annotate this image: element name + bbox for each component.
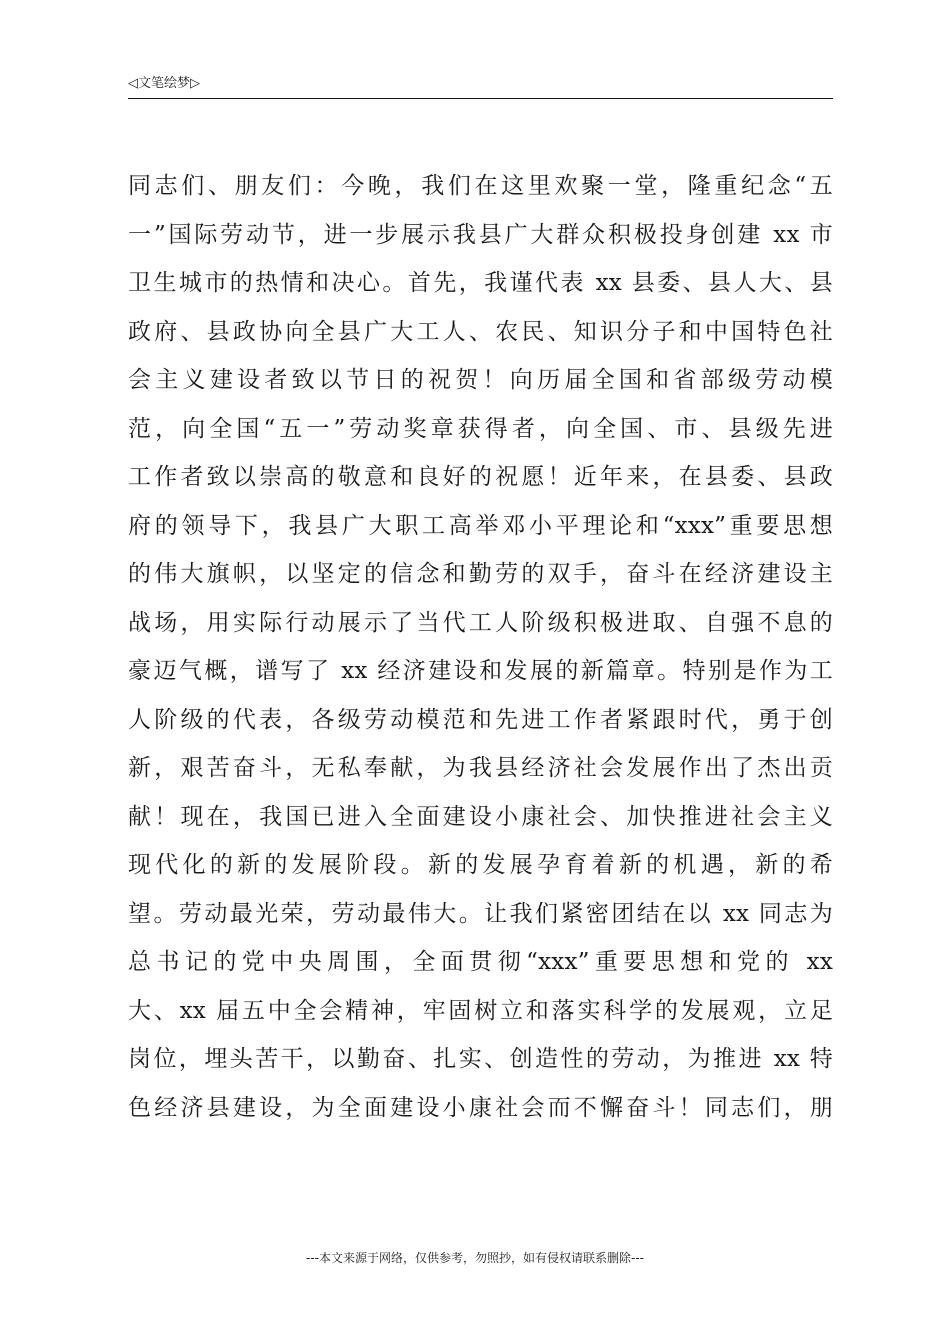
body-line: 总书记的党中央周围，全面贯彻“xxx”重要思想和党的 xx — [128, 949, 833, 975]
body-line: 工作者致以崇高的敬意和良好的祝愿！近年来，在县委、县政 — [128, 464, 833, 490]
body-line: 岗位，埋头苦干，以勤奋、扎实、创造性的劳动，为推进 xx 特 — [128, 1046, 833, 1072]
body-line: 现代化的新的发展阶段。新的发展孕育着新的机遇，新的希 — [128, 852, 833, 878]
body-line: 政府、县政协向全县广大工人、农民、知识分子和中国特色社 — [128, 318, 833, 345]
body-line: 一”国际劳动节，进一步展示我县广大群众积极投身创建 xx 市 — [128, 221, 833, 248]
body-line: 新，艰苦奋斗，无私奉献，为我县经济社会发展作出了杰出贡 — [128, 755, 833, 781]
body-line: 人阶级的代表，各级劳动模范和先进工作者紧跟时代，勇于创 — [128, 706, 833, 733]
body-line: 战场，用实际行动展示了当代工人阶级积极进取、自强不息的 — [128, 609, 833, 636]
body-line: 献！现在，我国已进入全面建设小康社会、加快推进社会主义 — [128, 803, 833, 830]
page-header — [128, 74, 833, 99]
body-line: 会主义建设者致以节日的祝贺！向历届全国和省部级劳动模 — [128, 367, 833, 393]
body-line: 大、xx 届五中全会精神，牢固树立和落实科学的发展观，立足 — [128, 997, 833, 1024]
body-line: 的伟大旗帜，以坚定的信念和勤劳的双手，奋斗在经济建设主 — [128, 561, 833, 587]
body-line: 豪迈气概，谱写了 xx 经济建设和发展的新篇章。特别是作为工 — [128, 658, 833, 684]
body-line: 同志们、朋友们：今晚，我们在这里欢聚一堂，隆重纪念“五 — [128, 173, 833, 199]
body-line: 望。劳动最光荣，劳动最伟大。让我们紧密团结在以 xx 同志为 — [128, 900, 833, 927]
document-body — [128, 168, 833, 1138]
page-footer-disclaimer: ---本文来源于网络，仅供参考，勿照抄，如有侵权请联系删除--- — [306, 1251, 644, 1265]
header-title: ◁文笔绘梦▷ — [128, 76, 200, 91]
body-line: 府的领导下，我县广大职工高举邓小平理论和“xxx”重要思想 — [128, 512, 833, 539]
body-line: 色经济县建设，为全面建设小康社会而不懈奋斗！同志们，朋 — [128, 1094, 833, 1121]
body-line: 卫生城市的热情和决心。首先，我谨代表 xx 县委、县人大、县 — [128, 270, 833, 296]
body-line: 范，向全国“五一”劳动奖章获得者，向全国、市、县级先进 — [128, 415, 833, 442]
